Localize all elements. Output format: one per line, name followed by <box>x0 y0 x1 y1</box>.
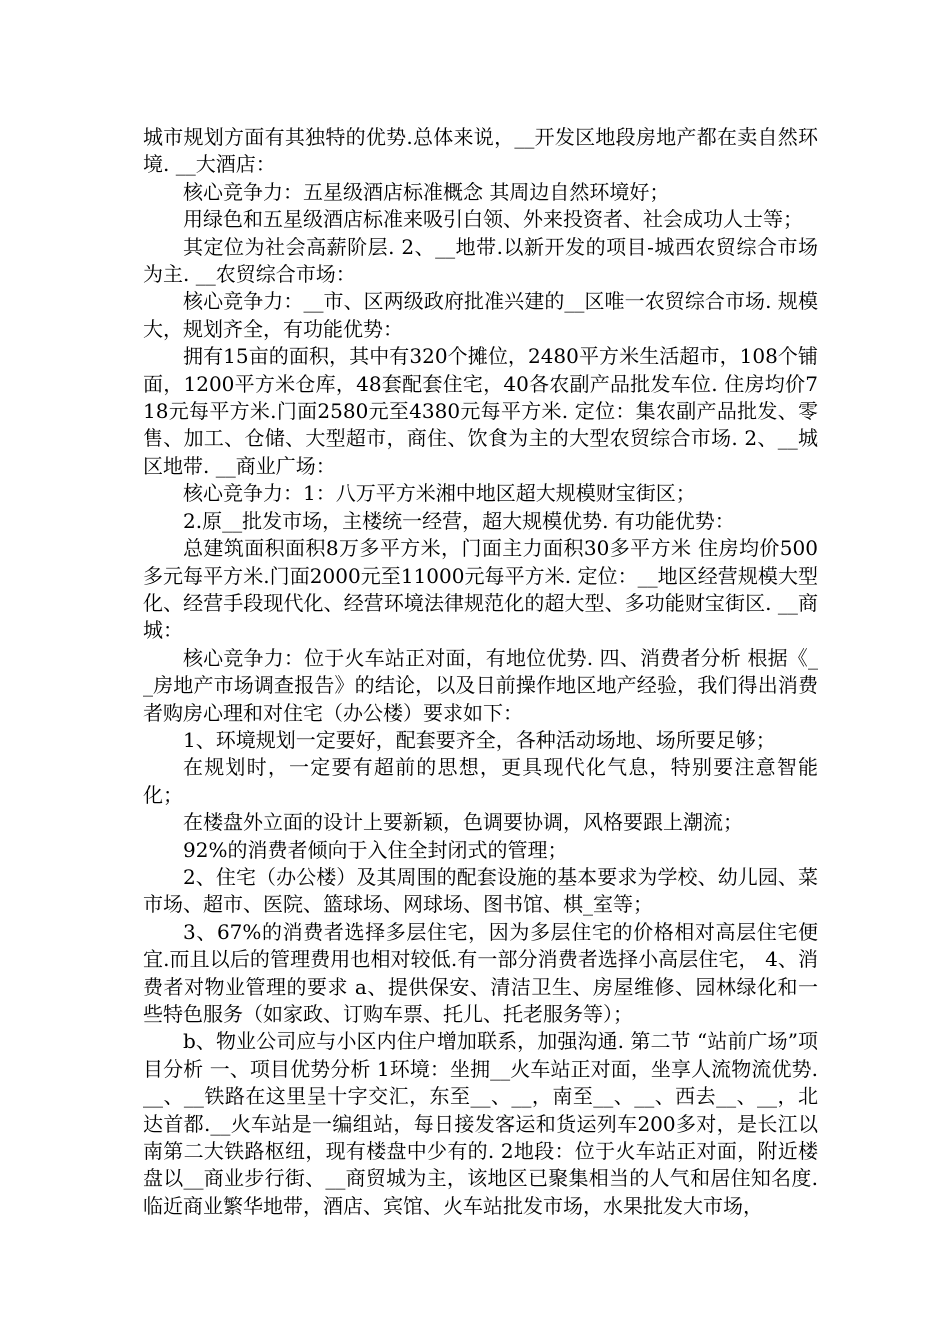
paragraph-9: 总建筑面积面积8万多平方米，门面主力面积30多平方米 住房均价500多元每平方米.门面2000元至11000元每平方米. 定位：__地区经营规模大型化、经营手段现代化、经营环境法律规范化的超大型、多功能财宝街区. __商城： <box>143 536 818 643</box>
paragraph-1: 城市规划方面有其独特的优势.总体来说，__开发区地段房地产都在卖自然环境. __大酒店： <box>143 125 818 177</box>
paragraph-2: 核心竞争力：五星级酒店标准概念 其周边自然环境好； <box>183 179 670 204</box>
paragraph-16: 3、67%的消费者选择多层住宅，因为多层住宅的价格相对高层住宅便宜.而且以后的管理费用也相对较低.有一部分消费者选择小高层住宅， 4、消费者对物业管理的要求 a、提供保安、清洁卫生、房屋维修、园林绿化和一些特色服务（如家政、订购车票、托儿、托老服务等）； <box>143 919 818 1026</box>
paragraph-14: 92%的消费者倾向于入住全封闭式的管理； <box>183 837 568 862</box>
paragraph-5: 核心竞争力：__市、区两级政府批准兴建的__区唯一农贸综合市场. 规模大，规划齐全，有功能优势： <box>143 289 818 341</box>
paragraph-7: 核心竞争力：1：八万平方米湘中地区超大规模财宝街区； <box>183 481 696 506</box>
paragraph-17: b、物业公司应与小区内住户增加联系，加强沟通. 第二节 “站前广场”项目分析 一、项目优势分析 1环境：坐拥__火车站正对面，坐享人流物流优势.__、__铁路在这里呈十字交汇，东至__、__，南至__、__、西去__、__，北达首都.__火车站是一编组站，每日接发客运和货运列车200多对，是长江以南第二大铁路枢纽，现有楼盘中少有的. 2地段：位于火车站正对面，附近楼盘以__商业步行街、__商贸城为主，该地区已聚集相当的人气和居住知名度.临近商业繁华地带，酒店、宾馆、火车站批发市场，水果批发大市场， <box>143 1029 818 1218</box>
paragraph-11: 1、环境规划一定要好，配套要齐全，各种活动场地、场所要足够； <box>183 727 776 752</box>
paragraph-4: 其定位为社会高薪阶层. 2、__地带.以新开发的项目-城西农贸综合市场为主. __农贸综合市场： <box>143 234 818 287</box>
paragraph-8: 2.原__批发市场，主楼统一经营，超大规模优势. 有功能优势： <box>183 508 735 533</box>
paragraph-13: 在楼盘外立面的设计上要新颖，色调要协调，风格要跟上潮流； <box>183 810 743 835</box>
paragraph-12: 在规划时，一定要有超前的思想，更具现代化气息，特别要注意智能化； <box>143 755 818 807</box>
paragraph-15: 2、住宅（办公楼）及其周围的配套设施的基本要求为学校、幼儿园、菜市场、超市、医院、篮球场、网球场、图书馆、棋_室等； <box>143 864 818 917</box>
paragraph-10: 核心竞争力：位于火车站正对面，有地位优势. 四、消费者分析 根据《__房地产市场调查报告》的结论，以及日前操作地区地产经验，我们得出消费者购房心理和对住宅（办公楼）要求如下： <box>143 645 818 725</box>
paragraph-3: 用绿色和五星级酒店标准来吸引白领、外来投资者、社会成功人士等； <box>183 207 803 232</box>
document-body <box>143 124 818 1220</box>
paragraph-6: 拥有15亩的面积，其中有320个摊位，2480平方米生活超市，108个铺面，1200平方米仓库，48套配套住宅，40各农副产品批发车位. 住房均价718元每平方米.门面2580元至4380元每平方米. 定位：集农副产品批发、零售、加工、仓储、大型超市，商住、饮食为主的大型农贸综合市场. 2、__城区地带. __商业广场： <box>143 344 818 478</box>
